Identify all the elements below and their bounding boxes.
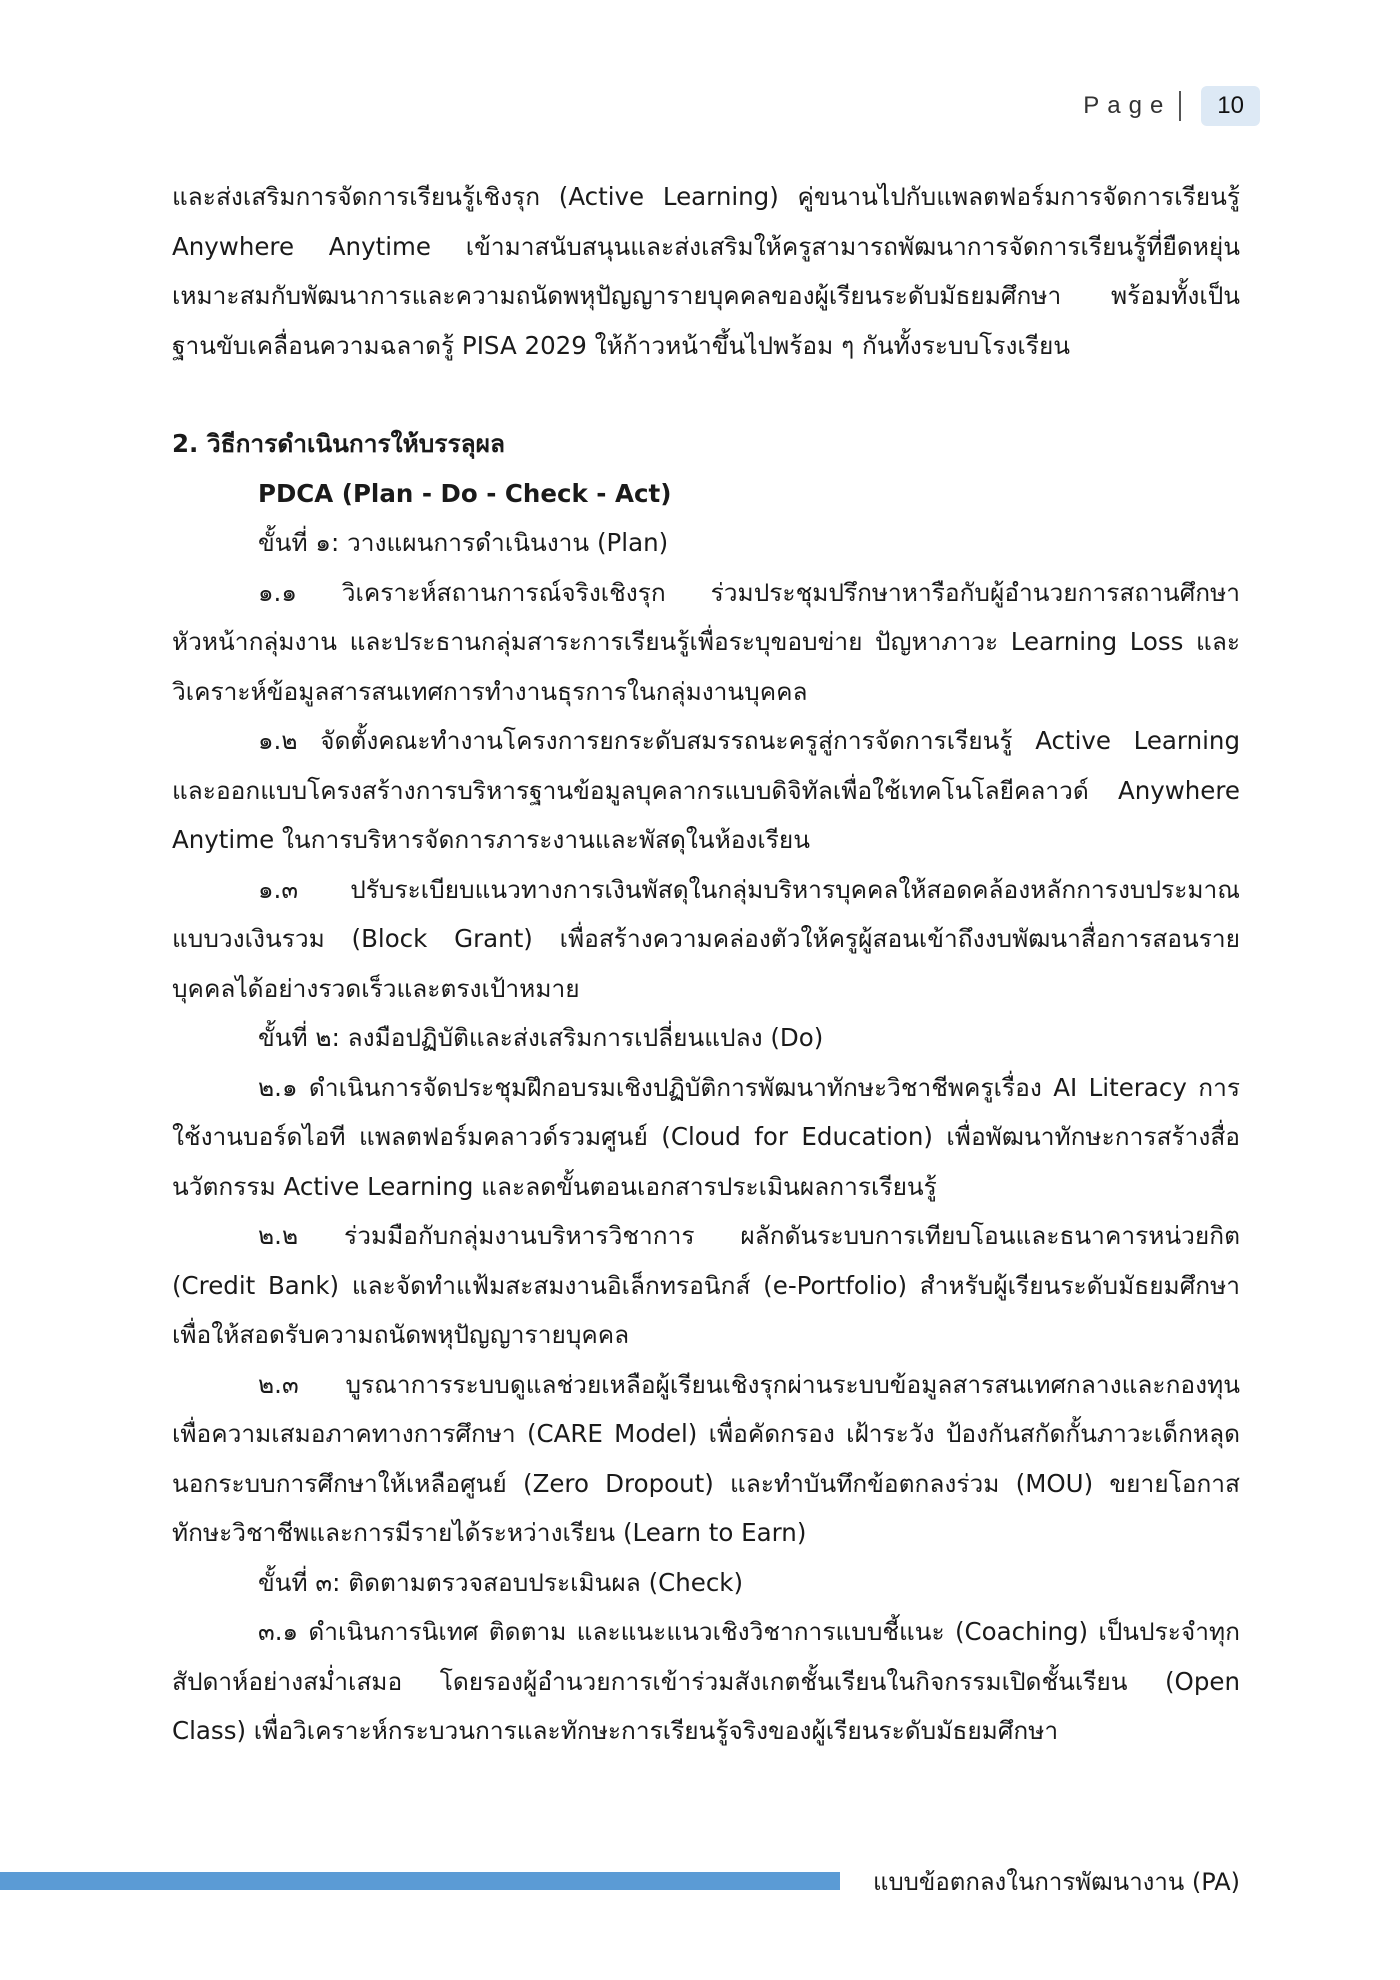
cycle-heading: PDCA (Plan - Do - Check - Act)	[258, 478, 672, 508]
paragraph-2-2: ๒.๒ ร่วมมือกับกลุ่มงานบริหารวิชาการ ผลักดันระบบการเทียบโอนและธนาคารหน่วยกิต (Credit Bank) และจัดทำแฟ้มสะสมงานอิเล็กทรอนิกส์ (e-Portfolio) สำหรับผู้เรียนระดับมัธยมศึกษา เพื่อให้สอดรับความถนัดพหุปัญญารายบุคคล	[172, 1221, 1240, 1349]
page-divider	[1179, 91, 1181, 121]
page-header	[1083, 86, 1260, 126]
step-3-heading: ขั้นที่ ๓: ติดตามตรวจสอบประเมินผล (Check)	[258, 1567, 744, 1597]
footer-accent-bar	[0, 1872, 840, 1890]
intro-paragraph: และส่งเสริมการจัดการเรียนรู้เชิงรุก (Active Learning) คู่ขนานไปกับแพลตฟอร์มการจัดการเรียนรู้ Anywhere Anytime เข้ามาสนับสนุนและส่งเสริมให้ครูสามารถพัฒนาการจัดการเรียนรู้ที่ยืดหยุ่น เหมาะสมกับพัฒนาการและความถนัดพหุปัญญารายบุคคลของผู้เรียนระดับมัธยมศึกษา พร้อมทั้งเป็นฐานขับเคลื่อนความฉลาดรู้ PISA 2029 ให้ก้าวหน้าขึ้นไปพร้อม ๆ กันทั้งระบบโรงเรียน	[172, 182, 1240, 360]
page-label: Page	[1083, 92, 1172, 119]
paragraph-2-3: ๒.๓ บูรณาการระบบดูแลช่วยเหลือผู้เรียนเชิงรุกผ่านระบบข้อมูลสารสนเทศกลางและกองทุนเพื่อความเสมอภาคทางการศึกษา (CARE Model) เพื่อคัดกรอง เฝ้าระวัง ป้องกันสกัดกั้นภาวะเด็กหลุดนอกระบบการศึกษาให้เหลือศูนย์ (Zero Dropout) และทำบันทึกข้อตกลงร่วม (MOU) ขยายโอกาสทักษะวิชาชีพและการมีรายได้ระหว่างเรียน (Learn to Earn)	[172, 1369, 1240, 1547]
section-heading: 2. วิธีการดำเนินการให้บรรลุผล	[172, 429, 505, 458]
footer-title: แบบข้อตกลงในการพัฒนางาน (PA)	[872, 1868, 1240, 1896]
paragraph-1-3: ๑.๓ ปรับระเบียบแนวทางการเงินพัสดุในกลุ่มบริหารบุคคลให้สอดคล้องหลักการงบประมาณแบบวงเงินรวม (Block Grant) เพื่อสร้างความคล่องตัวให้ครูผู้สอนเข้าถึงงบพัฒนาสื่อการสอนรายบุคคลได้อย่างรวดเร็วและตรงเป้าหมาย	[172, 874, 1240, 1003]
document-body	[172, 172, 1240, 1756]
page-number-badge: 10	[1201, 86, 1260, 126]
paragraph-2-1: ๒.๑ ดำเนินการจัดประชุมฝึกอบรมเชิงปฏิบัติการพัฒนาทักษะวิชาชีพครูเรื่อง AI Literacy การใช้งานบอร์ดไอที แพลตฟอร์มคลาวด์รวมศูนย์ (Cloud for Education) เพื่อพัฒนาทักษะการสร้างสื่อนวัตกรรม Active Learning และลดขั้นตอนเอกสารประเมินผลการเรียนรู้	[172, 1072, 1240, 1201]
paragraph-3-1: ๓.๑ ดำเนินการนิเทศ ติดตาม และแนะแนวเชิงวิชาการแบบชี้แนะ (Coaching) เป็นประจำทุกสัปดาห์อย่างสม่ำเสมอ โดยรองผู้อำนวยการเข้าร่วมสังเกตชั้นเรียนในกิจกรรมเปิดชั้นเรียน (Open Class) เพื่อวิเคราะห์กระบวนการและทักษะการเรียนรู้จริงของผู้เรียนระดับมัธยมศึกษา	[172, 1617, 1240, 1745]
paragraph-1-2: ๑.๒ จัดตั้งคณะทำงานโครงการยกระดับสมรรถนะครูสู่การจัดการเรียนรู้ Active Learning และออกแบบโครงสร้างการบริหารฐานข้อมูลบุคลากรแบบดิจิทัลเพื่อใช้เทคโนโลยีคลาวด์ Anywhere Anytime ในการบริหารจัดการภาระงานและพัสดุในห้องเรียน	[172, 726, 1240, 854]
step-1-heading: ขั้นที่ ๑: วางแผนการดำเนินงาน (Plan)	[258, 528, 669, 557]
paragraph-1-1: ๑.๑ วิเคราะห์สถานการณ์จริงเชิงรุก ร่วมประชุมปรึกษาหารือกับผู้อำนวยการสถานศึกษา หัวหน้ากลุ่มงาน และประธานกลุ่มสาระการเรียนรู้เพื่อระบุขอบข่าย ปัญหาภาวะ Learning Loss และวิเคราะห์ข้อมูลสารสนเทศการทำงานธุรการในกลุ่มงานบุคคล	[172, 577, 1240, 706]
step-2-heading: ขั้นที่ ๒: ลงมือปฏิบัติและส่งเสริมการเปลี่ยนแปลง (Do)	[258, 1023, 824, 1052]
